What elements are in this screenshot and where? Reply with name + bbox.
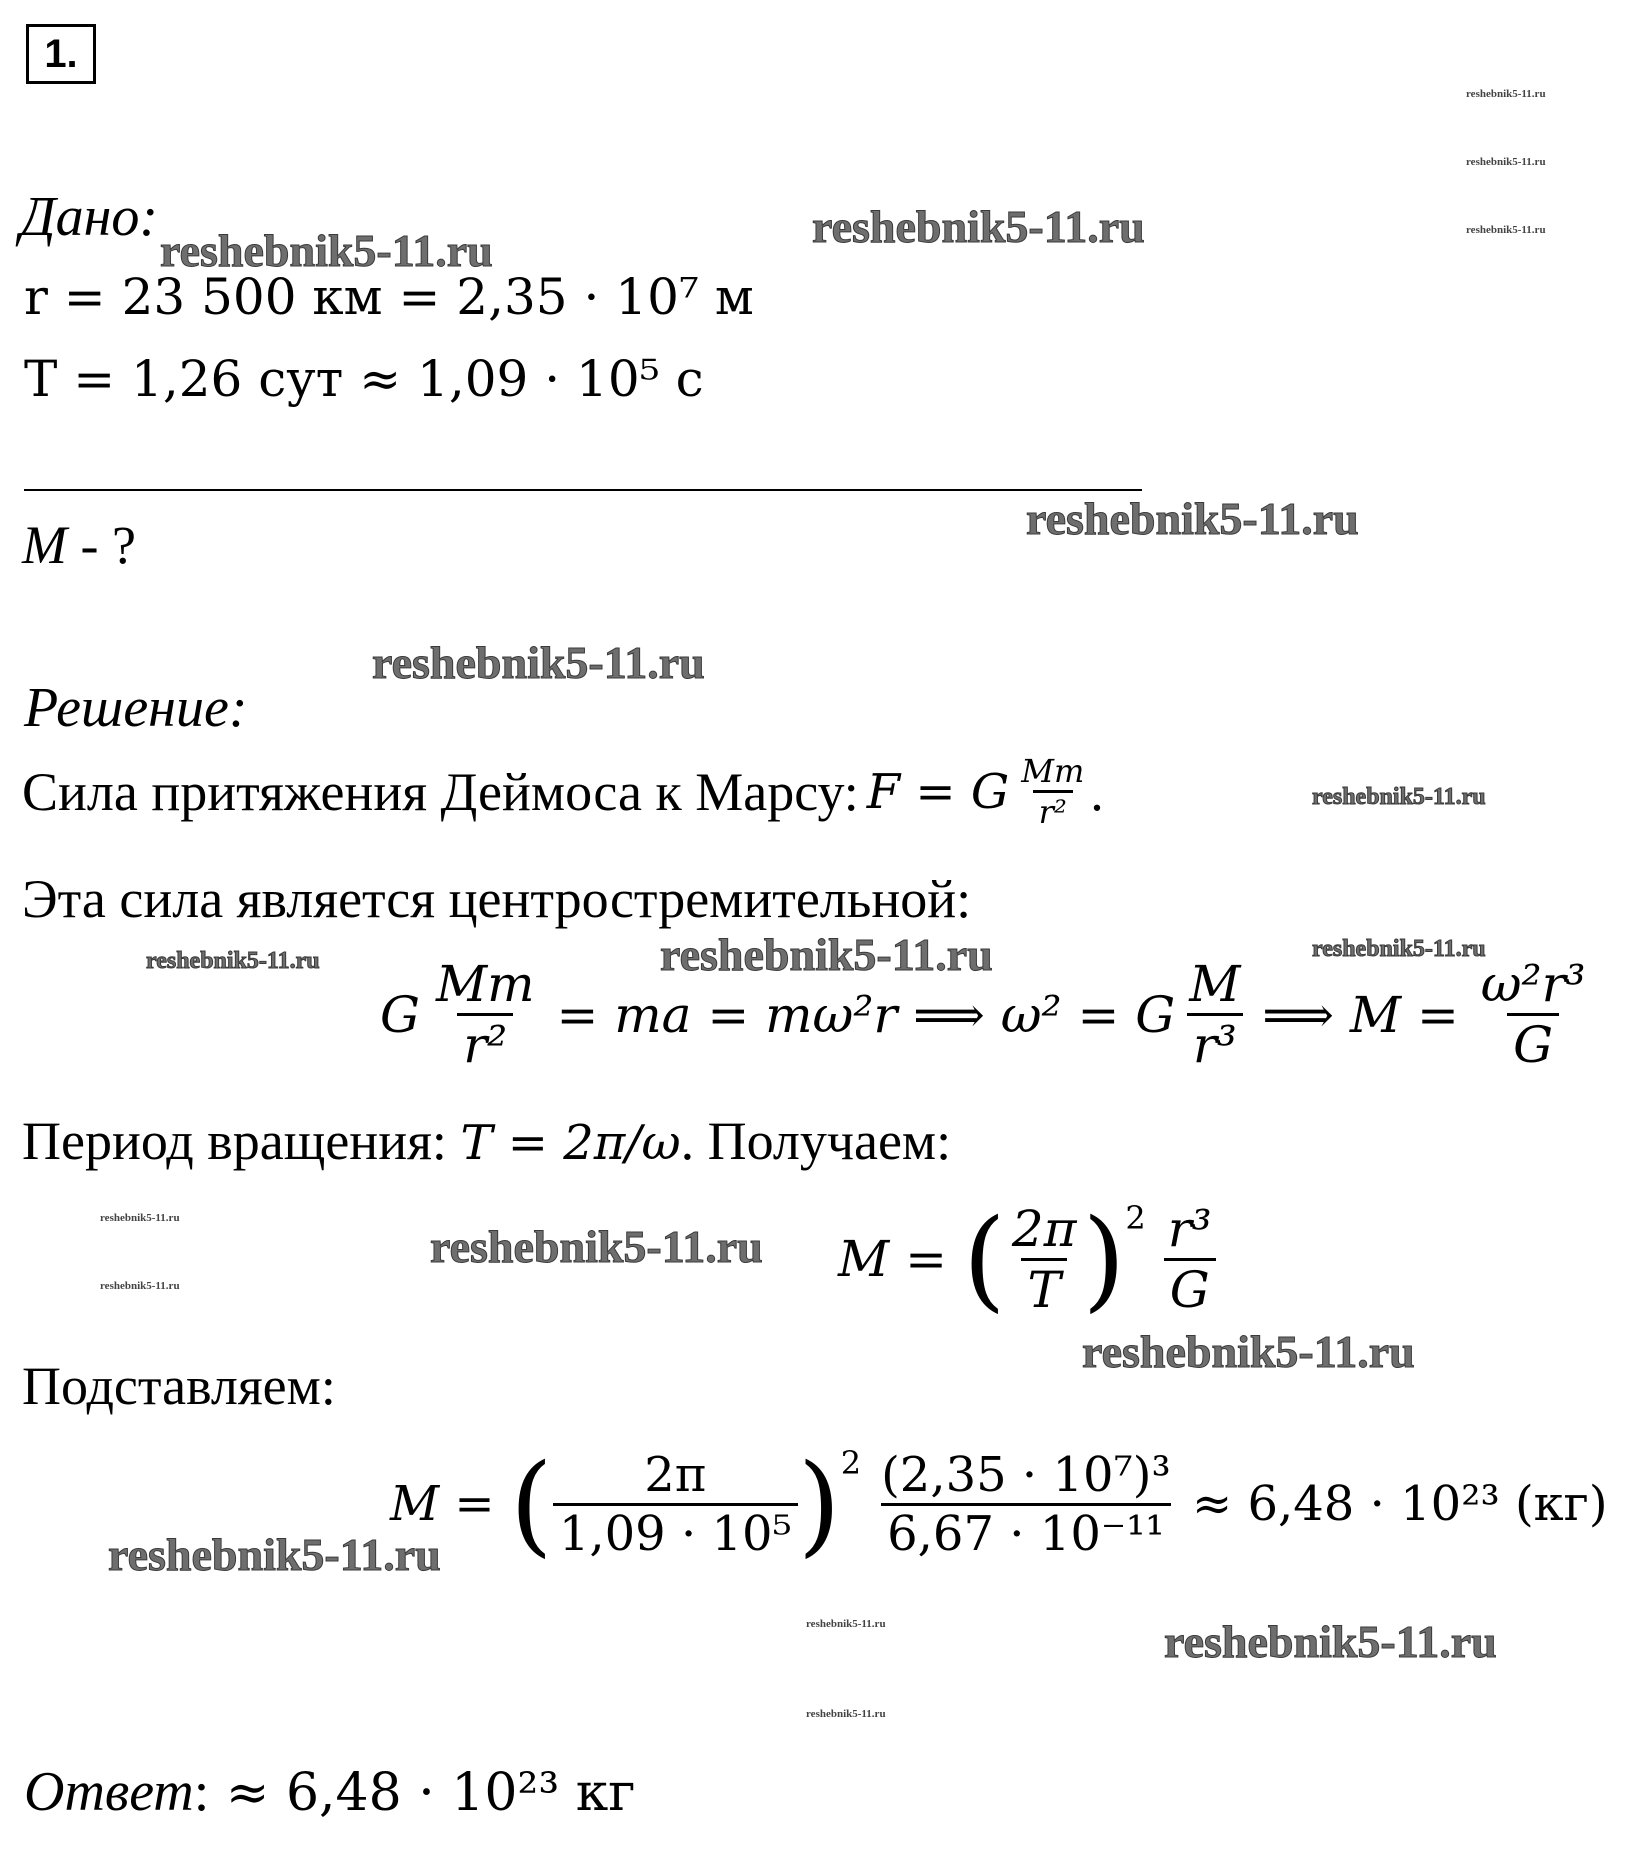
eq2-right-paren: ) <box>1082 1195 1126 1323</box>
eq1-frac2-den: r³ <box>1187 1013 1243 1074</box>
eq1-fraction-3 <box>1475 955 1592 1074</box>
equation-mass-formula <box>838 1195 1218 1323</box>
eq1-fraction-1 <box>430 955 541 1074</box>
eq3-frac-num: (2,35 · 10⁷)³ <box>881 1446 1171 1503</box>
watermark: reshebnik5-11.ru <box>1466 156 1546 168</box>
eq2-frac-den: G <box>1164 1258 1216 1319</box>
solution-header-colon: : <box>228 677 248 739</box>
p1-end: . <box>1090 761 1104 822</box>
eq1-middle: = ma = mω²r ⟹ ω² = G <box>540 985 1176 1044</box>
watermark: reshebnik5-11.ru <box>430 1221 763 1272</box>
watermark: reshebnik5-11.ru <box>812 201 1145 252</box>
eq1-frac1-num: Mm <box>435 955 535 1013</box>
problem-number: 1. <box>26 24 96 84</box>
eq2-paren-den: T <box>1021 1258 1066 1319</box>
given-period: T = 1,26 сут ≈ 1,09 · 10⁵ с <box>24 350 704 408</box>
watermark: reshebnik5-11.ru <box>1312 784 1486 810</box>
watermark: reshebnik5-11.ru <box>100 1280 180 1292</box>
given-header-colon: : <box>139 186 159 248</box>
paragraph-centripetal: Эта сила является центростремительной: <box>22 869 972 929</box>
eq2-power: 2 <box>1125 1199 1146 1237</box>
answer-line <box>24 1760 635 1824</box>
eq3-lhs: M = <box>390 1476 510 1532</box>
eq3-paren-num: 2π <box>644 1446 707 1503</box>
eq1-frac2-num: M <box>1189 955 1241 1013</box>
watermark: reshebnik5-11.ru <box>160 225 493 276</box>
answer-label: Ответ <box>24 1761 194 1823</box>
eq2-frac-num: r³ <box>1167 1199 1212 1258</box>
watermark: reshebnik5-11.ru <box>1082 1326 1415 1377</box>
eq1-implies: ⟹ M = <box>1246 985 1475 1044</box>
eq1-frac3-den: G <box>1507 1013 1559 1074</box>
eq3-power: 2 <box>840 1444 862 1482</box>
given-header-label: Дано <box>20 186 140 248</box>
find-variable: M <box>22 515 67 575</box>
p1-text: Сила притяжения Деймоса к Марсу: <box>22 761 859 822</box>
paragraph-period <box>22 1110 951 1172</box>
watermark: reshebnik5-11.ru <box>146 948 320 974</box>
eq1-fraction-2 <box>1183 955 1246 1074</box>
p1-frac-num: Mm <box>1021 752 1085 790</box>
eq2-fraction <box>1162 1200 1218 1319</box>
eq2-lhs: M = <box>838 1230 963 1288</box>
paragraph-gravity-force <box>22 752 1104 831</box>
watermark: reshebnik5-11.ru <box>1466 224 1546 236</box>
find-line <box>22 514 136 576</box>
eq3-paren-fraction <box>553 1447 798 1562</box>
eq1-frac1-den: r² <box>457 1013 513 1074</box>
eq3-paren-den: 1,09 · 10⁵ <box>553 1503 798 1562</box>
solution-header-label: Решение <box>24 677 229 739</box>
paragraph-substitute: Подставляем: <box>22 1356 336 1416</box>
p1-frac-den: r² <box>1033 790 1073 831</box>
watermark: reshebnik5-11.ru <box>1466 88 1546 100</box>
eq3-frac-den: 6,67 · 10⁻¹¹ <box>881 1503 1171 1562</box>
p3-text: Период вращения: <box>22 1111 461 1171</box>
watermark: reshebnik5-11.ru <box>100 1212 180 1224</box>
p1-fraction <box>1015 752 1090 831</box>
find-suffix: - ? <box>66 515 136 575</box>
watermark: reshebnik5-11.ru <box>660 929 993 980</box>
p3-end: . Получаем: <box>680 1111 952 1171</box>
given-header <box>20 185 158 249</box>
given-radius: r = 23 500 км = 2,35 · 10⁷ м <box>24 268 754 326</box>
answer-value: ≈ 6,48 · 10²³ кг <box>209 1763 636 1823</box>
watermark: reshebnik5-11.ru <box>1312 936 1486 962</box>
watermark: reshebnik5-11.ru <box>108 1529 441 1580</box>
eq3-right-paren: ) <box>797 1440 841 1568</box>
p3-formula: T = 2π/ω <box>460 1115 681 1171</box>
eq2-paren-num: 2π <box>1011 1199 1077 1258</box>
watermark: reshebnik5-11.ru <box>806 1708 886 1720</box>
watermark: reshebnik5-11.ru <box>1164 1616 1497 1667</box>
eq2-left-paren: ( <box>962 1195 1006 1323</box>
eq3-fraction <box>875 1447 1177 1562</box>
eq2-paren-fraction <box>1006 1200 1083 1319</box>
answer-colon: : <box>193 1761 210 1823</box>
watermark: reshebnik5-11.ru <box>372 637 705 688</box>
eq1-frac3-num: ω²r³ <box>1480 955 1586 1013</box>
watermark: reshebnik5-11.ru <box>806 1618 886 1630</box>
eq1-g: G <box>380 985 420 1044</box>
p1-formula: F = G <box>866 763 1010 820</box>
divider-line <box>24 489 1142 491</box>
solution-header <box>24 676 247 740</box>
equation-substitution <box>390 1440 1608 1568</box>
eq3-result: ≈ 6,48 · 10²³ (кг) <box>1176 1476 1608 1532</box>
eq3-left-paren: ( <box>509 1440 553 1568</box>
watermark: reshebnik5-11.ru <box>1026 493 1359 544</box>
